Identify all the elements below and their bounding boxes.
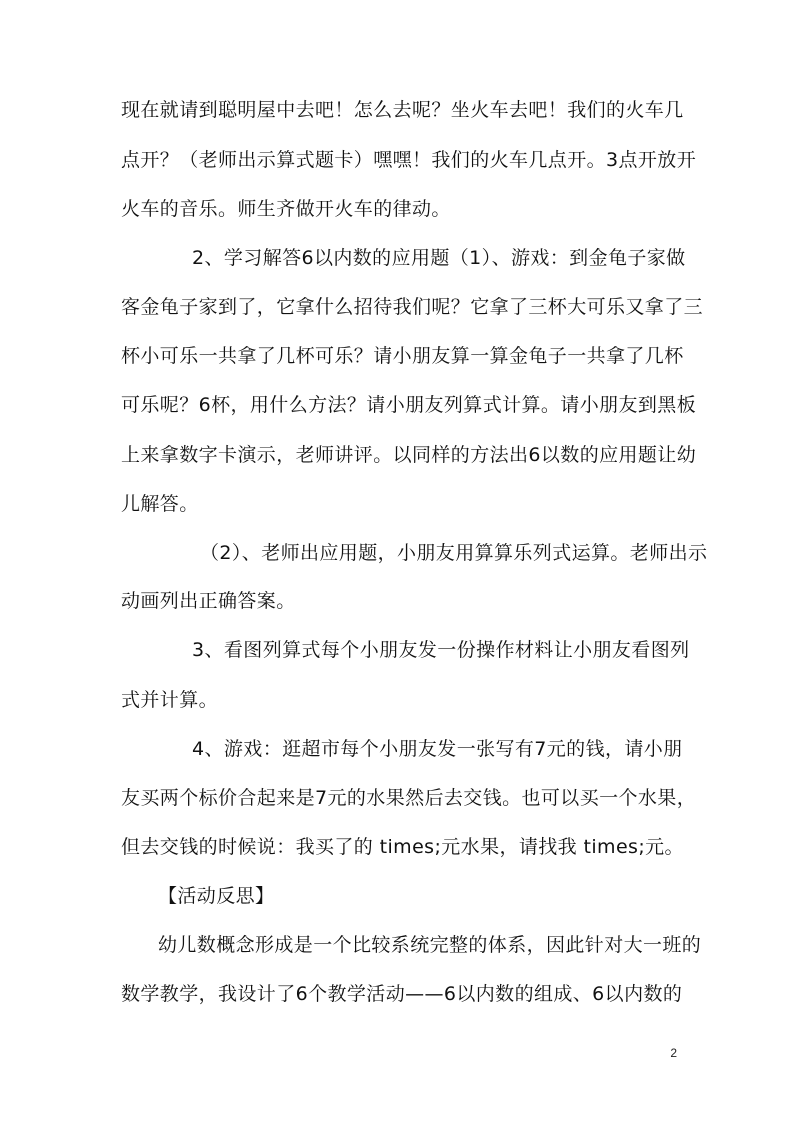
section-heading: 【活动反思】 [158, 885, 275, 907]
paragraph-line: 点开？（老师出示算式题卡）嘿嘿！我们的火车几点开。3点开放开 [121, 149, 697, 171]
paragraph-line: 杯小可乐一共拿了几杯可乐？请小朋友算一算金龟子一共拿了几杯 [121, 345, 684, 367]
paragraph-line: 4、游戏：逛超市每个小朋友发一张写有7元的钱，请小朋 [192, 738, 683, 760]
paragraph-line: 客金龟子家到了，它拿什么招待我们呢？它拿了三杯大可乐又拿了三 [121, 296, 704, 318]
paragraph-line: 式并计算。 [121, 689, 219, 711]
paragraph-line: 幼儿数概念形成是一个比较系统完整的体系，因此针对大一班的 [158, 934, 702, 956]
page-number: 2 [670, 1046, 677, 1060]
paragraph-line: 动画列出正确答案。 [121, 590, 296, 612]
paragraph-line: 但去交钱的时候说：我买了的 times;元水果，请找我 times;元。 [121, 836, 684, 858]
paragraph-line: 3、看图列算式每个小朋友发一份操作材料让小朋友看图列 [192, 639, 690, 661]
paragraph-line: 2、学习解答6以内数的应用题（1）、游戏：到金龟子家做 [192, 247, 686, 269]
paragraph-line: 火车的音乐。师生齐做开火车的律动。 [121, 198, 451, 220]
paragraph-line: 儿解答。 [121, 493, 199, 515]
paragraph-line: 数学教学，我设计了6个教学活动——6以内数的组成、6以内数的 [121, 983, 683, 1005]
paragraph-line: 上来拿数字卡演示，老师讲评。以同样的方法出6以数的应用题让幼 [121, 444, 697, 466]
paragraph-line: 现在就请到聪明屋中去吧！怎么去呢？坐火车去吧！我们的火车几 [121, 99, 684, 121]
paragraph-line: 友买两个标价合起来是7元的水果然后去交钱。也可以买一个水果， [121, 787, 697, 809]
paragraph-line: （2）、老师出应用题，小朋友用算算乐列式运算。老师出示 [200, 542, 708, 564]
paragraph-line: 可乐呢？6杯，用什么方法？请小朋友列算式计算。请小朋友到黑板 [121, 394, 697, 416]
